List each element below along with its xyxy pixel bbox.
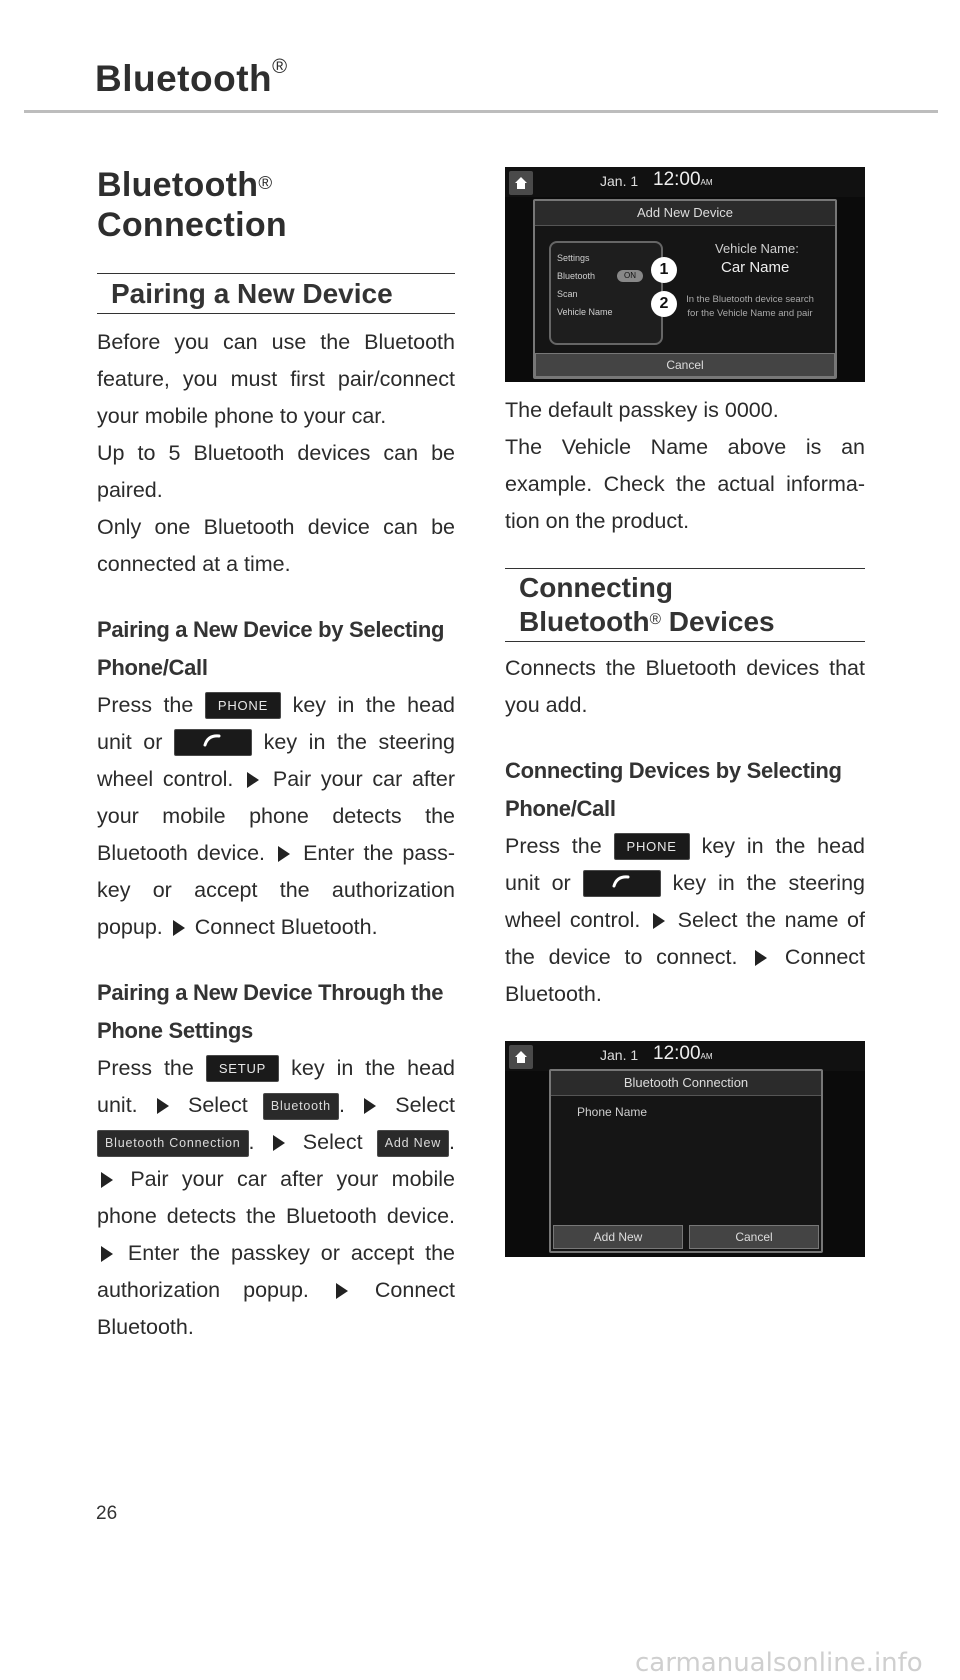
- left-column: [97, 165, 455, 1346]
- header-rule: [24, 110, 938, 113]
- steps-pair-by-settings: Press the SETUP key in the head unit. Select Bluetooth . Select Bluetooth Connection . Select Add New . Pair your car after your mobile phone detects the Bluetooth device. Enter the passkey or accept the authorization popup. Connect Bluetooth.: [97, 1056, 456, 1339]
- screenshot-add-new-device: [505, 167, 865, 382]
- callout-2: 2: [651, 291, 677, 317]
- arrow-icon: [273, 1135, 285, 1151]
- bluetooth-connection-dialog: [549, 1069, 823, 1253]
- screenshot-bluetooth-connection: [505, 1041, 865, 1257]
- connect-intro: Connects the Bluetooth devices that you add.: [505, 656, 865, 717]
- arrow-icon: [101, 1172, 113, 1188]
- screen-date: Jan. 1: [600, 1047, 639, 1063]
- add-new-device-dialog: [533, 199, 837, 379]
- arrow-icon: [173, 920, 185, 936]
- cancel-button[interactable]: Cancel: [689, 1225, 819, 1249]
- vehicle-name: Car Name: [721, 259, 790, 276]
- steps-pair-by-phone: Press the PHONE key in the head unit or key in the steering wheel control. Pair your car after your mobile phone detects the Bluetooth device. Enter the pass-key or accept the authorization popup. Connect Bluetooth.: [97, 693, 455, 939]
- intro-paragraph: Only one Bluetooth device can be connected at a time.: [97, 515, 455, 576]
- arrow-icon: [336, 1283, 348, 1299]
- setup-key: SETUP: [206, 1055, 279, 1082]
- arrow-icon: [247, 772, 259, 788]
- device-list-item[interactable]: Phone Name: [577, 1105, 648, 1119]
- running-header: Bluetooth®: [95, 56, 288, 99]
- note-vehicle-name: The Vehicle Name above is an example. Check the actual informa-tion on the product.: [505, 435, 865, 533]
- section-title: Bluetooth® Connection: [97, 166, 287, 244]
- bluetooth-menu-key: Bluetooth: [263, 1093, 339, 1120]
- arrow-icon: [278, 846, 290, 862]
- home-icon: [509, 1045, 533, 1069]
- dialog-title: Bluetooth Connection: [551, 1071, 821, 1096]
- watermark: carmanualsonline.info: [635, 1648, 923, 1678]
- intro-paragraph: Up to 5 Bluetooth devices can be paired.: [97, 441, 455, 502]
- screen-time: 12:00AM: [653, 1043, 713, 1064]
- right-column: [505, 167, 865, 1257]
- arrow-icon: [755, 950, 767, 966]
- bluetooth-toggle: ON: [617, 270, 643, 282]
- screen-time: 12:00AM: [653, 169, 713, 190]
- screen-date: Jan. 1: [600, 173, 639, 189]
- phone-key: PHONE: [205, 692, 281, 719]
- call-key-icon: [174, 729, 252, 756]
- dialog-title: Add New Device: [535, 201, 835, 226]
- subsection-title-pairing: Pairing a New Device: [97, 273, 455, 314]
- phone-key: PHONE: [614, 833, 690, 860]
- steps-connect-by-phone: Press the PHONE key in the head unit or key in the steering wheel control. Select the name of the device to connect. Connect Bluetooth.: [505, 834, 865, 1006]
- add-new-menu-key: Add New: [377, 1130, 449, 1157]
- vehicle-name-label: Vehicle Name:: [715, 241, 799, 256]
- arrow-icon: [101, 1246, 113, 1262]
- arrow-icon: [364, 1098, 376, 1114]
- heading-connect-by-phone: Connecting Devices by Selecting Phone/Call: [505, 758, 842, 821]
- arrow-icon: [653, 913, 665, 929]
- call-key-icon: [583, 870, 661, 897]
- subsection-title-connecting: Connecting Bluetooth® Devices: [505, 568, 865, 642]
- heading-pair-by-phone: Pairing a New Device by Selecting Phone/Call: [97, 617, 445, 680]
- home-icon: [509, 171, 533, 195]
- arrow-icon: [157, 1098, 169, 1114]
- add-new-button[interactable]: Add New: [553, 1225, 683, 1249]
- phone-illustration: Settings Bluetooth ON Scan Vehicle Name: [549, 241, 663, 345]
- note-passkey: The default passkey is 0000.: [505, 398, 779, 422]
- cancel-button[interactable]: Cancel: [535, 353, 835, 377]
- bluetooth-connection-menu-key: Bluetooth Connection: [97, 1130, 249, 1157]
- pair-instruction: In the Bluetooth device search for the Vehicle Name and pair: [686, 294, 814, 319]
- page-number: 26: [96, 1503, 118, 1524]
- callout-1: 1: [651, 257, 677, 283]
- intro-paragraph: Before you can use the Bluetooth feature, you must first pair/connect your mobile phone to your car.: [97, 330, 455, 428]
- heading-pair-by-settings: Pairing a New Device Through the Phone Settings: [97, 980, 444, 1043]
